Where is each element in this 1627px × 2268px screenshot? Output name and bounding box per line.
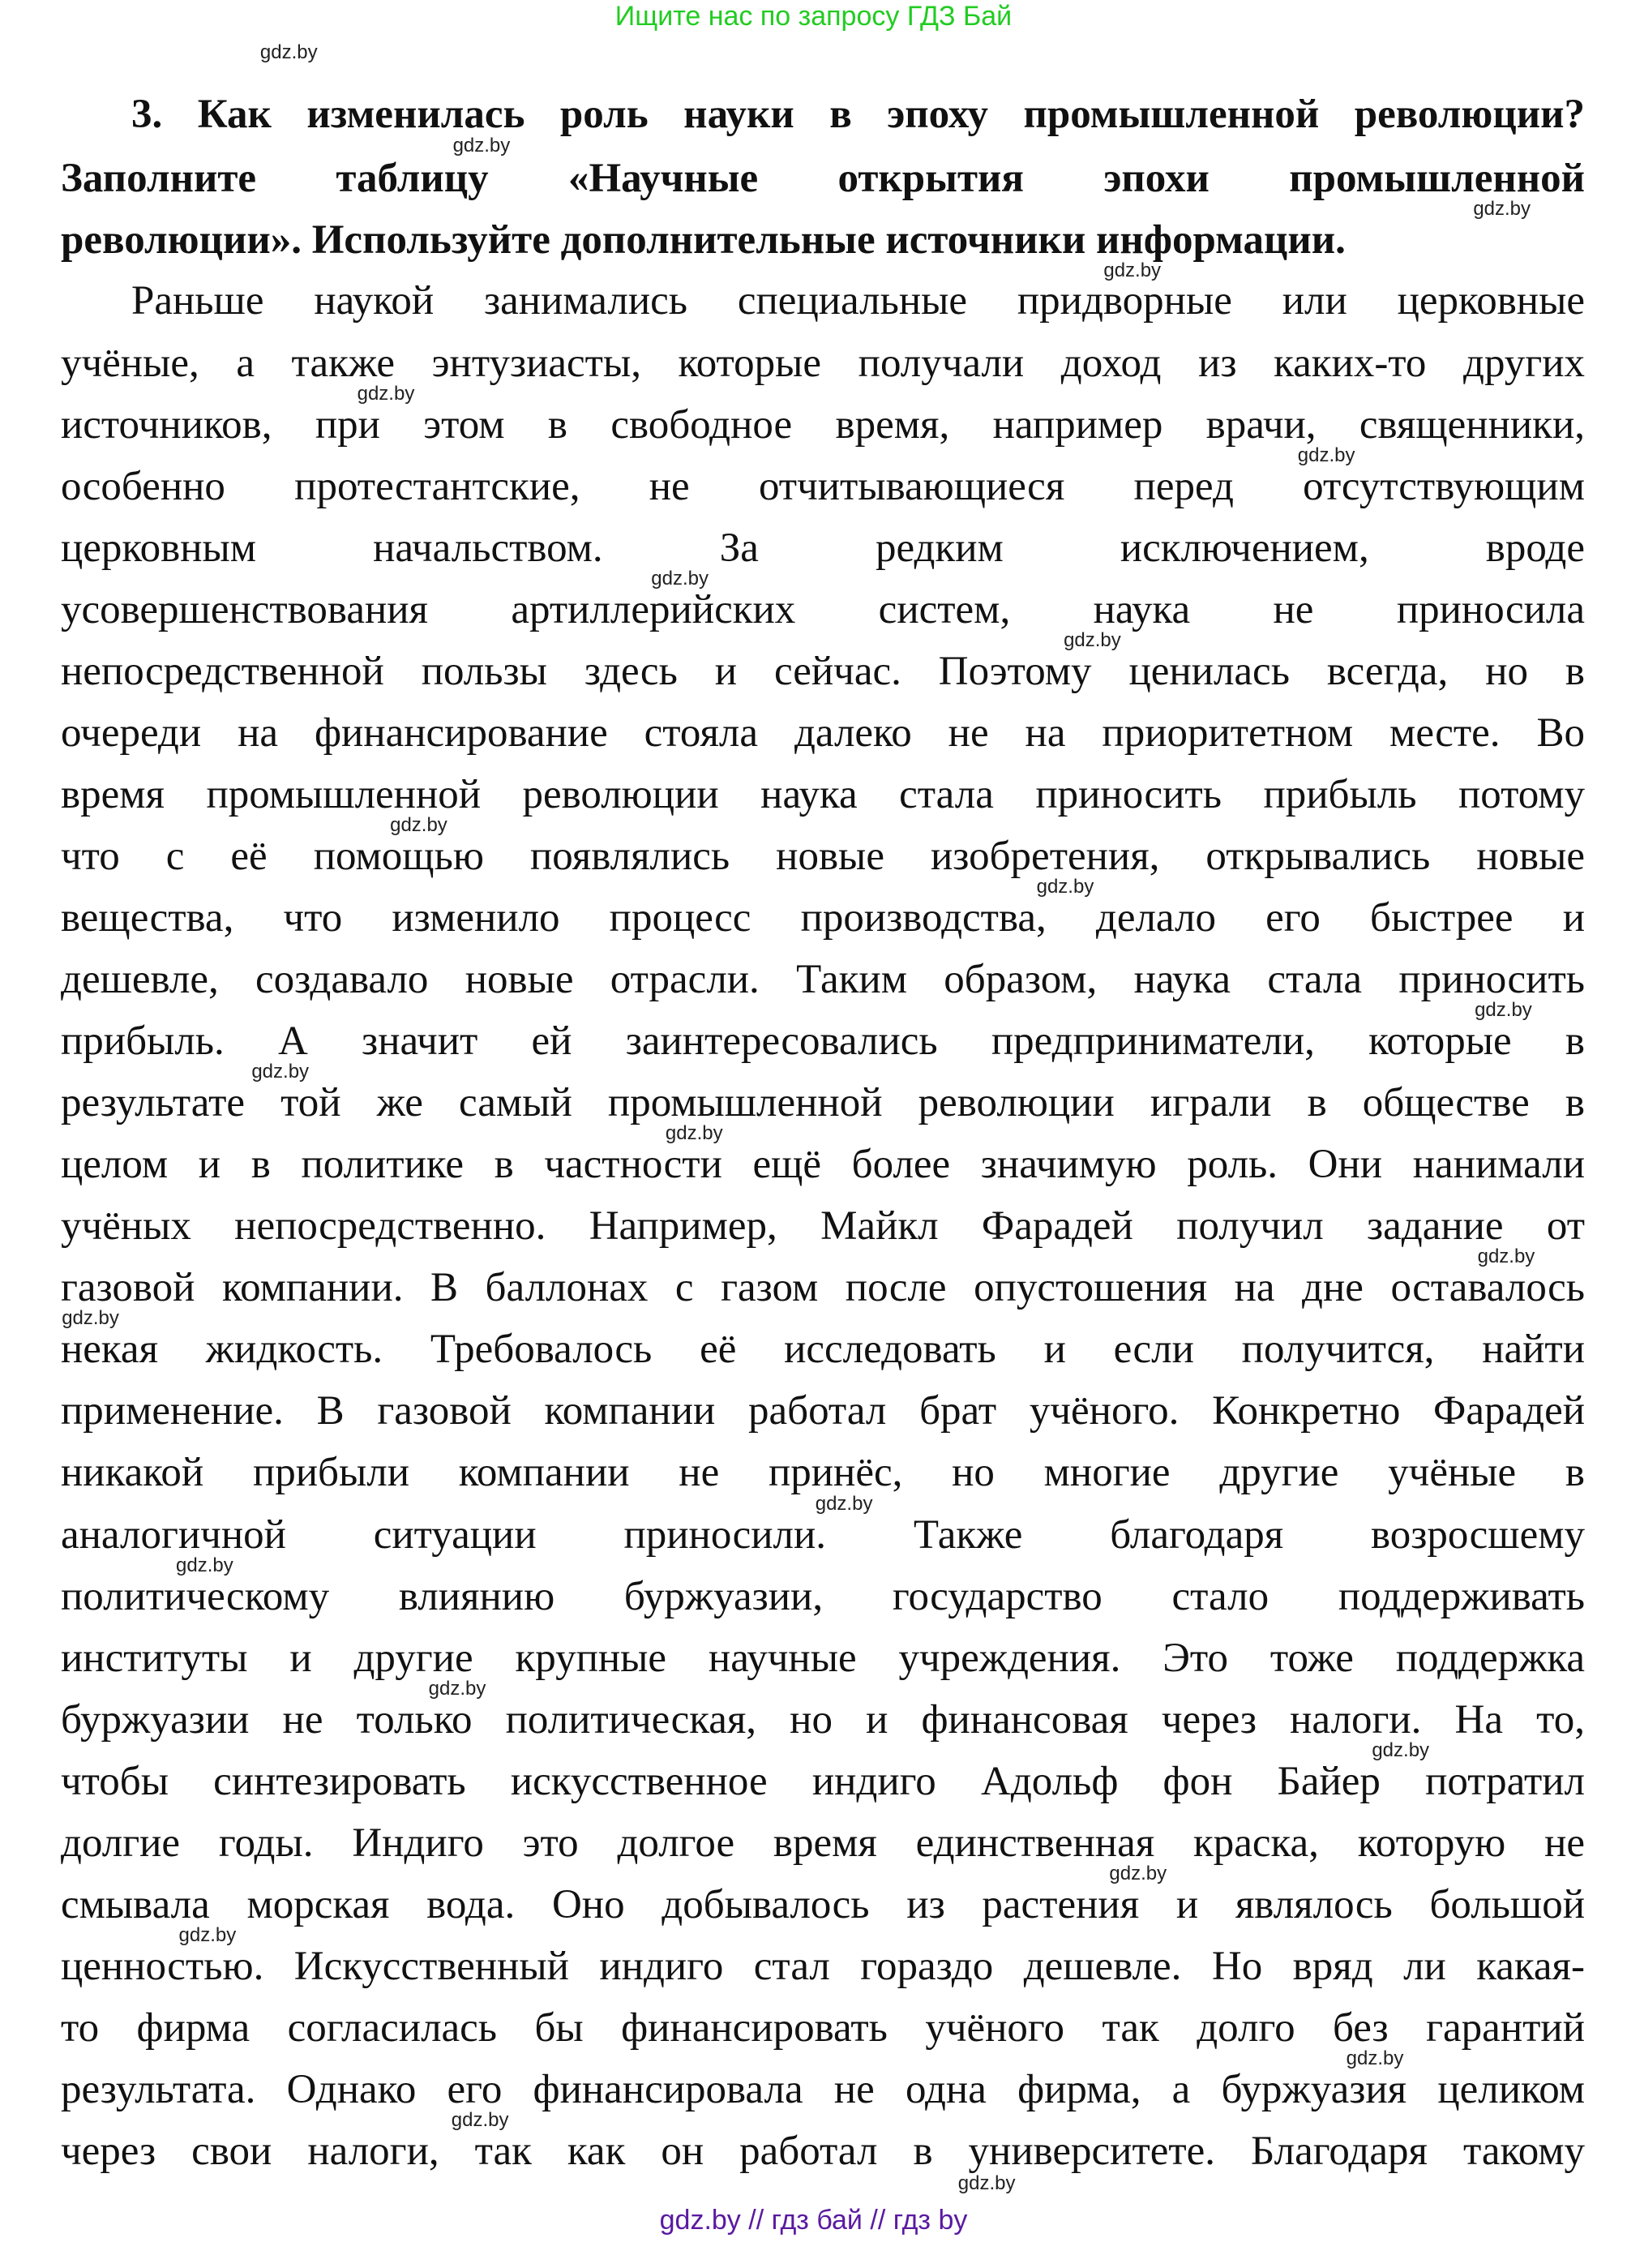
answer-text-line: источников, при этом в свободное время, например врачи, священники, xyxy=(61,401,1585,448)
answer-text-line: институты и другие крупные научные учреждения. Это тоже поддержка xyxy=(61,1635,1585,1681)
answer-text-line: очереди на финансирование стояла далеко не на приоритетном месте. Во xyxy=(61,710,1585,756)
answer-text-line: особенно протестантские, не отчитывающиеся перед отсутствующим xyxy=(61,463,1585,509)
answer-text-line: газовой компании. В баллонах с газом после опустошения на дне оставалось xyxy=(61,1265,1585,1311)
gdz-watermark: gdz.by xyxy=(452,135,511,157)
gdz-watermark: gdz.by xyxy=(1103,259,1162,281)
answer-text-line: аналогичной ситуации приносили. Также благодаря возросшему xyxy=(61,1511,1585,1558)
gdz-watermark: gdz.by xyxy=(815,1492,873,1515)
gdz-watermark: gdz.by xyxy=(1064,628,1121,651)
answer-text-line: усовершенствования артиллерийских систем, наука не приносила xyxy=(61,586,1585,632)
answer-text-line: целом и в политике в частности ещё более значимую роль. Они нанимали xyxy=(61,1142,1585,1188)
gdz-watermark: gdz.by xyxy=(451,2109,509,2132)
question-heading-line: Заполните таблицу «Научные открытия эпохи промышленной xyxy=(61,156,1585,202)
question-heading-line: революции». Используйте дополнительные источники информации. xyxy=(61,217,1346,263)
gdz-watermark: gdz.by xyxy=(390,813,447,836)
gdz-watermark: gdz.by xyxy=(957,2172,1016,2195)
answer-text-line: смывала морская вода. Оно добывалось из растения и являлось большой xyxy=(61,1881,1585,1927)
gdz-watermark: gdz.by xyxy=(176,1554,233,1576)
footer-watermark: gdz.by // гдз бай // гдз by xyxy=(659,2205,968,2236)
gdz-watermark: gdz.by xyxy=(651,567,709,590)
answer-text-line: через свои налоги, так как он работал в университете. Благодаря такому xyxy=(61,2129,1585,2175)
answer-text-line: учёных непосредственно. Например, Майкл Фарадей получил задание от xyxy=(61,1203,1585,1250)
answer-text-line: долгие годы. Индиго это долгое время единственная краска, которую не xyxy=(61,1820,1585,1866)
gdz-watermark: gdz.by xyxy=(62,1307,119,1330)
gdz-watermark: gdz.by xyxy=(1036,875,1094,898)
gdz-watermark: gdz.by xyxy=(428,1677,486,1700)
answer-text-line: что с её помощью появлялись новые изобретения, открывались новые xyxy=(61,833,1585,879)
gdz-watermark: gdz.by xyxy=(259,41,318,64)
answer-text-line: никакой прибыли компании не принёс, но многие другие учёные в xyxy=(61,1450,1585,1496)
answer-text-line: Раньше наукой занимались специальные придворные или церковные xyxy=(131,278,1585,324)
search-banner: Ищите нас по запросу ГДЗ Бай xyxy=(614,1,1013,32)
answer-text-line: политическому влиянию буржуазии, государство стало поддерживать xyxy=(61,1573,1585,1619)
gdz-watermark: gdz.by xyxy=(1477,1245,1535,1268)
gdz-watermark: gdz.by xyxy=(251,1061,310,1083)
question-heading-line: 3. Как изменилась роль науки в эпоху промышленной революции? xyxy=(131,91,1585,137)
answer-text-line: ценностью. Искусственный индиго стал гораздо дешевле. Но вряд ли какая- xyxy=(61,1943,1585,1989)
answer-text-line: буржуазии не только политическая, но и финансовая через налоги. На то, xyxy=(61,1696,1585,1743)
answer-text-line: то фирма согласилась бы финансировать учёного так долго без гарантий xyxy=(61,2004,1585,2051)
gdz-watermark: gdz.by xyxy=(357,382,415,405)
gdz-watermark: gdz.by xyxy=(1109,1862,1167,1884)
answer-text-line: время промышленной революции наука стала приносить прибыль потому xyxy=(61,771,1585,817)
answer-text-line: дешевле, создавало новые отрасли. Таким образом, наука стала приносить xyxy=(61,957,1585,1003)
answer-text-line: церковным начальством. За редким исключением, вроде xyxy=(61,525,1585,571)
gdz-watermark: gdz.by xyxy=(1346,2047,1404,2069)
gdz-watermark: gdz.by xyxy=(665,1122,723,1145)
answer-text-line: результата. Однако его финансировала не одна фирма, а буржуазия целиком xyxy=(61,2067,1585,2113)
gdz-watermark: gdz.by xyxy=(1297,444,1355,466)
answer-text-line: прибыль. А значит ей заинтересовались предприниматели, которые в xyxy=(61,1018,1585,1065)
answer-text-line: учёные, а также энтузиасты, которые получали доход из каких-то других xyxy=(61,340,1585,386)
answer-text-line: некая жидкость. Требовалось её исследовать и если получится, найти xyxy=(61,1327,1585,1373)
answer-text-line: вещества, что изменило процесс производства, делало его быстрее и xyxy=(61,895,1585,941)
gdz-watermark: gdz.by xyxy=(178,1923,237,1946)
answer-text-line: чтобы синтезировать искусственное индиго Адольф фон Байер потратил xyxy=(61,1758,1585,1804)
gdz-watermark: gdz.by xyxy=(1475,999,1532,1022)
gdz-watermark: gdz.by xyxy=(1473,197,1531,220)
answer-text-line: непосредственной пользы здесь и сейчас. Поэтому ценилась всегда, но в xyxy=(61,648,1585,694)
answer-text-line: применение. В газовой компании работал брат учёного. Конкретно Фарадей xyxy=(61,1388,1585,1434)
answer-text-line: результате той же самый промышленной революции играли в обществе в xyxy=(61,1080,1585,1126)
gdz-watermark: gdz.by xyxy=(1372,1739,1430,1761)
